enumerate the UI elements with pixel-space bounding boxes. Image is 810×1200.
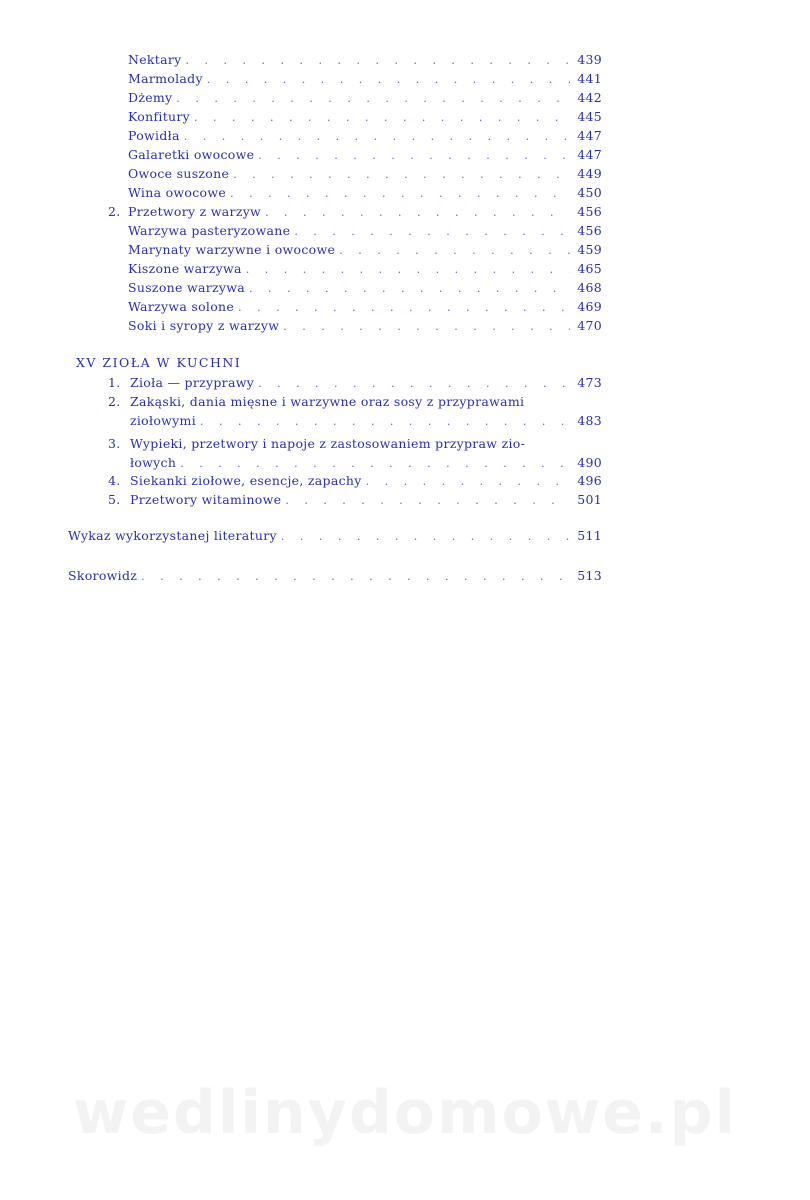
watermark-text: wedlinydomowe.pl xyxy=(72,1078,738,1148)
toc-entry-number: 4. xyxy=(108,473,121,488)
toc-entry-page: 447 xyxy=(577,147,602,162)
toc-entry-number: 5. xyxy=(108,492,121,507)
toc-entry xyxy=(128,260,602,280)
toc-entry-page: 456 xyxy=(577,223,602,238)
dot-leader xyxy=(294,223,570,241)
toc-entry-page: 501 xyxy=(577,492,602,507)
toc-entry xyxy=(128,70,602,90)
toc-entry-number: 3. xyxy=(108,436,121,451)
toc-entry-page: 490 xyxy=(577,455,602,470)
toc-entry xyxy=(128,108,602,128)
dot-leader xyxy=(176,90,570,108)
dot-leader xyxy=(141,568,570,586)
toc-entry-label-line: Zakąski, dania mięsne i warzywne oraz sosy z przyprawami xyxy=(130,394,525,409)
toc-entry-label: Soki i syropy z warzyw xyxy=(128,318,280,333)
toc-entry-label: łowych xyxy=(130,455,177,470)
toc-entry-label: Warzywa pasteryzowane xyxy=(128,223,291,238)
toc-entry-literature xyxy=(68,527,602,547)
toc-entry-page: 439 xyxy=(577,52,602,67)
toc-entry-label: Dżemy xyxy=(128,90,173,105)
toc-entry-page: 513 xyxy=(577,568,602,583)
toc-entry xyxy=(128,127,602,147)
toc-entry-number: 2. xyxy=(108,394,121,409)
toc-entry-label: Galaretki owocowe xyxy=(128,147,255,162)
toc-entry xyxy=(128,222,602,242)
toc-entry-page: 445 xyxy=(577,109,602,124)
dot-leader xyxy=(194,109,570,127)
toc-entry-index xyxy=(68,567,602,587)
dot-leader xyxy=(233,166,570,184)
toc-entry xyxy=(128,165,602,185)
toc-entry-label: Przetwory z warzyw xyxy=(128,204,262,219)
toc-entry-page: 473 xyxy=(577,375,602,390)
toc-entry-page: 483 xyxy=(577,413,602,428)
dot-leader xyxy=(186,52,570,70)
dot-leader xyxy=(238,299,570,317)
toc-entry xyxy=(128,203,602,223)
toc-entry xyxy=(128,279,602,299)
toc-entry-number: 1. xyxy=(108,375,121,390)
toc-entry-label: ziołowymi xyxy=(130,413,196,428)
toc-entry-label: Wykaz wykorzystanej literatury xyxy=(68,528,277,543)
toc-entry-label: Warzywa solone xyxy=(128,299,235,314)
dot-leader xyxy=(281,528,570,546)
toc-entry xyxy=(128,317,602,337)
toc-entry xyxy=(130,454,602,474)
dot-leader xyxy=(285,492,570,510)
toc-entry-label: Kiszone warzywa xyxy=(128,261,242,276)
dot-leader xyxy=(366,473,570,491)
toc-entry-page: 470 xyxy=(577,318,602,333)
toc-entry xyxy=(128,51,602,71)
toc-entry xyxy=(130,491,602,511)
dot-leader xyxy=(265,204,570,222)
toc-entry-page: 447 xyxy=(577,128,602,143)
dot-leader xyxy=(258,375,570,393)
toc-entry-label-line: Wypieki, przetwory i napoje z zastosowaniem przypraw zio- xyxy=(130,436,526,451)
toc-entry xyxy=(130,472,602,492)
toc-entry xyxy=(128,184,602,204)
dot-leader xyxy=(184,128,570,146)
toc-entry-page: 469 xyxy=(577,299,602,314)
toc-entry-page: 450 xyxy=(577,185,602,200)
toc-entry-label: Powidła xyxy=(128,128,180,143)
toc-entry-label: Owoce suszone xyxy=(128,166,230,181)
toc-entry-page: 496 xyxy=(577,473,602,488)
dot-leader xyxy=(246,261,570,279)
toc-entry-page: 456 xyxy=(577,204,602,219)
toc-entry-page: 511 xyxy=(577,528,602,543)
toc-entry-page: 442 xyxy=(577,90,602,105)
dot-leader xyxy=(258,147,570,165)
dot-leader xyxy=(207,71,570,89)
toc-entry-label: Zioła — przyprawy xyxy=(130,375,255,390)
dot-leader xyxy=(339,242,570,260)
dot-leader xyxy=(180,455,570,473)
toc-entry-label: Przetwory witaminowe xyxy=(130,492,282,507)
toc-entry-label: Nektary xyxy=(128,52,182,67)
toc-entry-page: 468 xyxy=(577,280,602,295)
dot-leader xyxy=(200,413,570,431)
toc-entry xyxy=(128,146,602,166)
toc-entry xyxy=(130,412,602,432)
toc-entry-label: Konfitury xyxy=(128,109,191,124)
toc-entry-page: 459 xyxy=(577,242,602,257)
toc-entry xyxy=(130,374,602,394)
toc-entry-page: 441 xyxy=(577,71,602,86)
toc-entry-label: Suszone warzywa xyxy=(128,280,245,295)
toc-entry xyxy=(128,89,602,109)
toc-entry xyxy=(128,241,602,261)
toc-entry-number: 2. xyxy=(108,204,121,219)
toc-entry-label: Skorowidz xyxy=(68,568,138,583)
dot-leader xyxy=(283,318,570,336)
toc-entry-label: Siekanki ziołowe, esencje, zapachy xyxy=(130,473,362,488)
toc-entry-label: Wina owocowe xyxy=(128,185,227,200)
toc-entry-page: 465 xyxy=(577,261,602,276)
dot-leader xyxy=(230,185,570,203)
toc-entry-page: 449 xyxy=(577,166,602,181)
toc-entry-label: Marmolady xyxy=(128,71,203,86)
toc-entry-label: Marynaty warzywne i owocowe xyxy=(128,242,336,257)
dot-leader xyxy=(249,280,570,298)
chapter-heading: XV ZIOŁA W KUCHNI xyxy=(76,355,242,370)
toc-entry xyxy=(128,298,602,318)
